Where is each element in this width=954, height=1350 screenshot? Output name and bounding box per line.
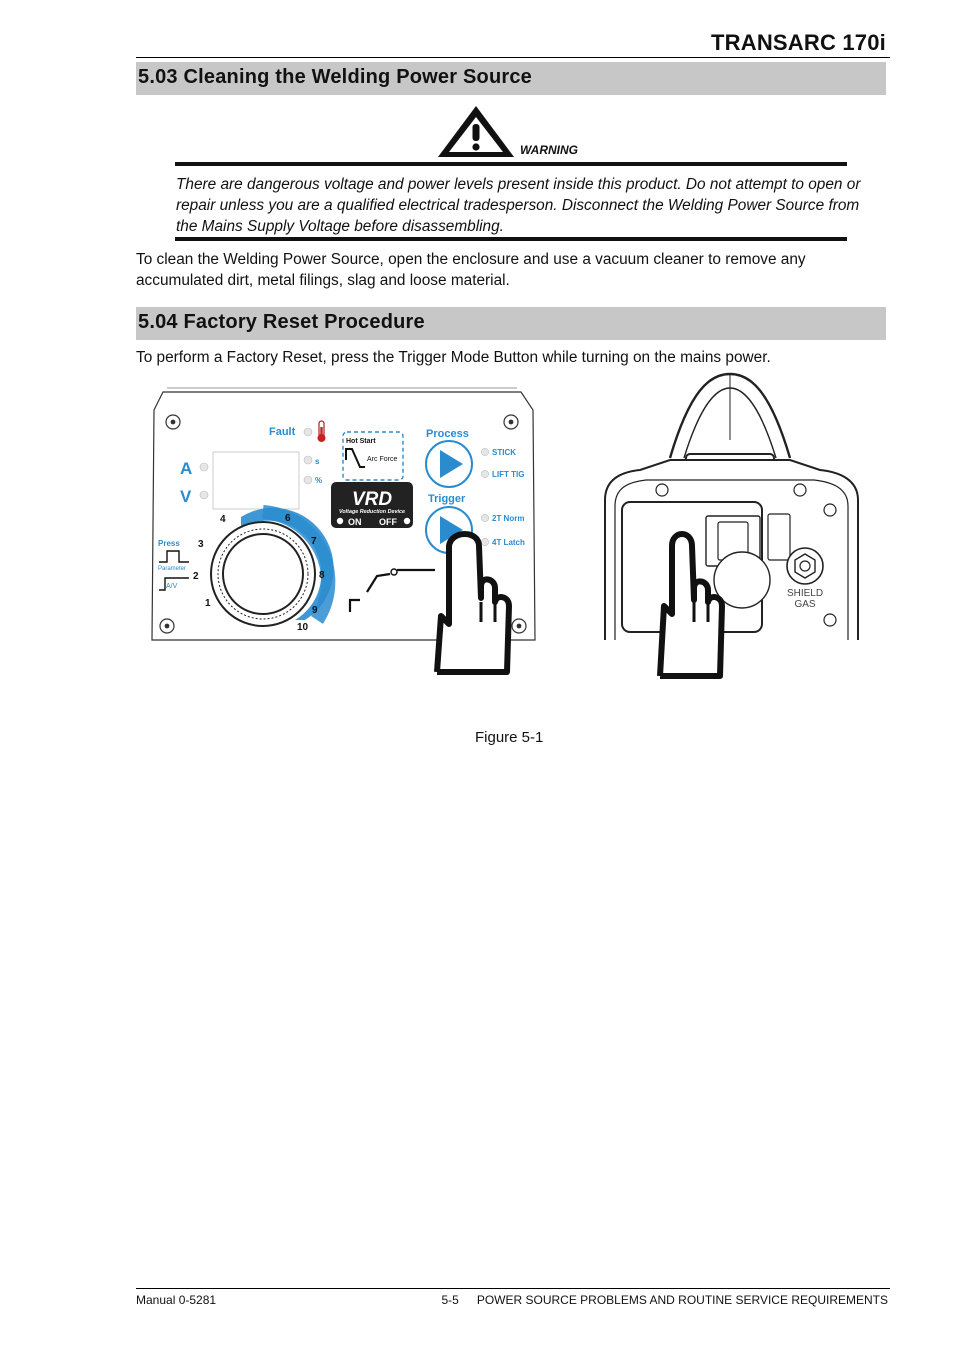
parameter-label: Parameter [158,566,187,572]
amps-led [200,463,208,471]
front-panel-illustration [145,370,545,690]
warning-bottom-rule [175,237,847,241]
vrd-on-label: ON [348,517,362,527]
cleaning-paragraph: To clean the Welding Power Source, open the enclosure and use a vacuum cleaner to remove any accumulated dirt, metal filings, slag and loose material. [136,251,806,289]
fault-led [304,428,312,436]
shield-label: SHIELD [786,588,824,599]
dial-number-8: 8 [319,570,325,581]
vrd-on-led [337,518,343,524]
screw-icon [824,504,836,516]
dial-number-1: 1 [205,598,211,609]
unit-pct-led [304,476,312,484]
dial-number-4: 4 [220,514,226,525]
av-label: A/V [166,583,178,590]
stick-label: STICK [492,448,516,457]
control-dial[interactable] [211,522,315,626]
unit-pct-label: % [315,476,323,485]
section-503-title: 5.03 Cleaning the Welding Power Source [138,66,532,88]
4t-latch-label: 4T Latch [492,538,525,547]
figure-caption: Figure 5-1 [475,729,544,746]
hot-start-label: Hot Start [346,438,376,445]
gas-label: GAS [794,599,816,610]
dial-number-2: 2 [193,571,199,582]
process-button[interactable] [426,441,472,487]
header-rule [136,57,890,58]
fault-label: Fault [269,426,296,438]
footer-rule [136,1288,890,1289]
footer-page-number: 5-5 [441,1293,459,1307]
arc-force-label: Arc Force [367,456,398,463]
screw-icon [656,484,668,496]
warning-top-rule [175,162,847,166]
digital-display [213,452,299,509]
lift-tig-label: LIFT TIG [492,470,525,479]
dial-number-9: 9 [312,605,318,616]
screw-icon [824,614,836,626]
rear-panel-illustration [600,370,870,690]
vrd-caption: Voltage Reduction Device [338,509,406,515]
2t-norm-label: 2T Norm [492,514,525,523]
stick-led [481,448,488,455]
footer-chapter-title: POWER SOURCE PROBLEMS AND ROUTINE SERVICE REQUIREMENTS [476,1293,888,1307]
thermometer-icon [318,421,326,442]
section-504-heading-bar [136,307,886,340]
warning-triangle-icon [436,103,516,159]
2t-norm-led [481,514,488,521]
dial-number-7: 7 [311,536,317,547]
dial-number-6: 6 [285,513,291,524]
section-503-heading-bar [136,62,886,95]
footer-manual-number: Manual 0-5281 [136,1293,217,1307]
warning-label: WARNING [520,143,578,157]
screw-icon [794,484,806,496]
vrd-off-led [404,518,410,524]
footer-right [441,1293,888,1307]
document-title: TRANSARC 170i [711,30,886,55]
volts-led [200,491,208,499]
lift-tig-led [481,470,488,477]
unit-s-label: s [315,457,320,466]
dial-number-3: 3 [198,539,204,550]
warning-text: There are dangerous voltage and power levels present inside this product. Do not attempt to open or repair unless you are a qualified electrical tradesperson. Disconnect the Welding Power Source from the Mains Supply Voltage before disassembling. [176,176,861,235]
unit-s-led [304,456,312,464]
press-label: Press [158,539,180,548]
section-504-title: 5.04 Factory Reset Procedure [138,311,425,333]
4t-latch-led [481,538,488,545]
dial-number-10: 10 [297,622,309,633]
trigger-label: Trigger [428,493,466,505]
vrd-off-label: OFF [379,517,397,527]
factory-reset-paragraph: To perform a Factory Reset, press the Trigger Mode Button while turning on the mains power. [136,349,771,366]
amps-label: A [180,459,193,478]
process-label: Process [426,428,469,440]
volts-label: V [180,487,192,506]
vrd-logo-text: VRD [351,489,393,510]
